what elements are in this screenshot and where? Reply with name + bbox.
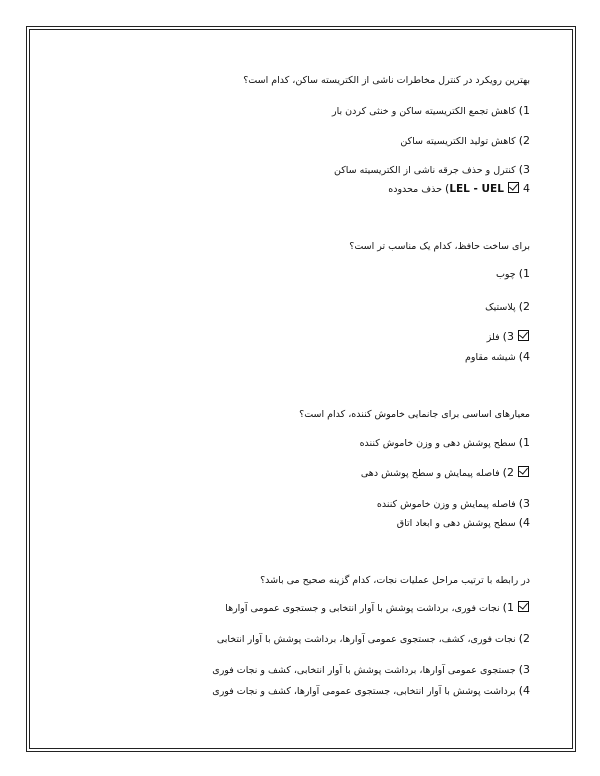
question-2-option-4 [465,350,530,365]
option-number: 1) [518,436,530,449]
option-number: 1) [518,267,530,280]
option-text: کنترل و حذف جرقه ناشی از الکتریسیته ساکن [334,165,516,176]
option-text: سطح پوشش دهی و ابعاد اتاق [396,518,516,529]
option-number: 4) [518,350,530,363]
option-number: 3) [518,663,530,676]
question-3-option-3 [377,497,530,512]
question-1-option-3 [334,163,530,178]
option-text: فلز [486,332,500,343]
option-text: چوب [495,269,516,280]
checkmark-icon [518,466,529,477]
option-number: 4) [445,182,530,195]
question-4-option-4 [212,684,530,699]
question-2-option-2 [485,300,530,315]
option-number: 4) [518,516,530,529]
question-4-option-1 [225,601,530,616]
option-text: کاهش تولید الکتریسیته ساکن [400,136,516,147]
checkmark-icon [508,182,519,193]
option-latin-text: LEL - UEL [449,183,504,195]
question-3-option-2 [361,466,530,481]
checkmark-icon [518,330,529,341]
option-number: 1) [518,104,530,117]
option-text: فاصله پیمایش و سطح پوشش دهی [360,468,500,479]
checkmark-icon [518,601,529,612]
question-3-prompt: معیارهای اساسی برای جانمایی خاموش کننده، کدام است؟ [299,409,530,420]
option-number: 3) [518,497,530,510]
question-2-option-1 [496,267,530,282]
option-text: برداشت پوشش با آوار انتخابی، جستجوی عمومی آوارها، کشف و نجات فوری [212,686,516,697]
question-1-prompt: بهترین رویکرد در کنترل مخاطرات ناشی از الکتریسته ساکن، کدام است؟ [243,75,530,86]
option-text: شیشه مقاوم [464,352,516,363]
question-4-option-3 [212,663,530,678]
option-number: 3) [518,163,530,176]
option-text: کاهش تجمع الکتریسیته ساکن و خنثی کردن بار [332,106,516,117]
option-number: 1) [502,601,514,614]
option-text: سطح پوشش دهی و وزن خاموش کننده [359,438,516,449]
option-text: فاصله پیمایش و وزن خاموش کننده [376,499,516,510]
option-number: 2) [518,300,530,313]
question-1-option-1 [332,104,530,119]
question-3-option-4 [397,516,530,531]
option-text: نجات فوری، برداشت پوشش با آوار انتخابی و جستجوی عمومی آوارها [225,603,500,614]
exam-content [60,0,530,776]
option-text: حذف محدوده [388,184,442,195]
option-number: 2) [518,134,530,147]
question-1-option-2 [400,134,530,149]
option-number: 2) [502,466,514,479]
question-3-option-1 [360,436,530,451]
option-text: نجات فوری، کشف، جستجوی عمومی آوارها، برداشت پوشش با آوار انتخابی [216,634,516,645]
option-text: جستجوی عمومی آوارها، برداشت پوشش با آوار انتخابی، کشف و نجات فوری [212,665,516,676]
option-number: 4) [518,684,530,697]
option-number: 3) [502,330,514,343]
option-text: پلاستیک [485,302,516,313]
question-1-option-4 [388,182,530,197]
question-2-prompt: برای ساخت حافظ، کدام یک مناسب تر است؟ [349,241,530,252]
question-2-option-3 [487,330,530,345]
option-number: 2) [518,632,530,645]
question-4-option-2 [217,632,530,647]
question-4-prompt: در رابطه با ترتیب مراحل عملیات نجات، کدام گزینه صحیح می باشد؟ [260,575,530,586]
